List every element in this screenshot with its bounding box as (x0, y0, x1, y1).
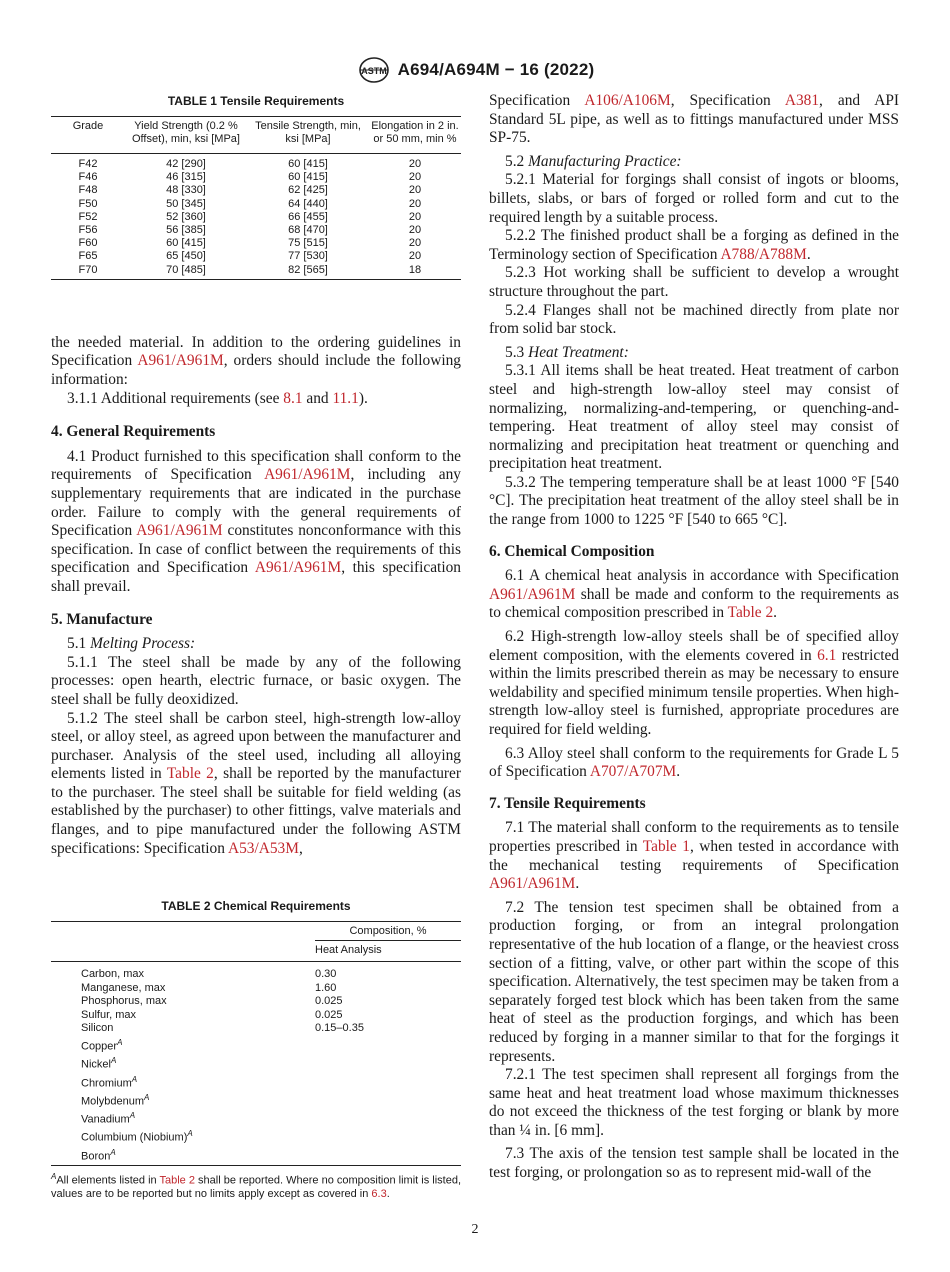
ref-8-1-link[interactable]: 8.1 (283, 389, 303, 407)
paragraph-5-1: 5.1 Melting Process: (67, 635, 196, 653)
cell-yield: 46 [315] (166, 171, 206, 184)
table-row (51, 154, 461, 172)
table-row (51, 968, 461, 982)
ref-a788-link[interactable]: A788/A788M (720, 245, 807, 263)
table-row (51, 198, 461, 211)
section-heading-5: 5. Manufacture (51, 610, 153, 628)
cell-value (315, 1036, 461, 1054)
cell-value: 0.025 (315, 995, 343, 1008)
paragraph-7-2-1: 7.2.1 The test specimen shall represent all forgings from the same heat and heat treatment load whose maximum thicknesses do not exceed the thickness of the test forging or blank by more than ¼ in. [6 mm]. (489, 1066, 899, 1139)
footnote-marker: A (110, 1056, 117, 1066)
cell-elongation: 20 (408, 210, 422, 223)
table-row (51, 1009, 461, 1023)
col-header-tensile: Tensile Strength, min, ksi [MPa] (247, 116, 369, 153)
table-1-title: TABLE 1 Tensile Requirements (167, 94, 345, 108)
cell-tensile: 64 [440] (288, 197, 328, 210)
cell-value (315, 1054, 461, 1072)
cell-element: Carbon, max (81, 968, 144, 981)
cell-yield: 70 [485] (125, 264, 247, 280)
cell-grade: F56 (78, 224, 98, 237)
paragraph-5-3-2: 5.3.2 The tempering temperature shall be at least 1000 °F [540 °C]. The precipitation heat treatment of the alloy steel shall be in the range from 1000 to 1225 °F [540 to 665 °C]. (489, 473, 899, 529)
cell-value (315, 1127, 461, 1145)
table-2-title: TABLE 2 Chemical Requirements (161, 899, 351, 914)
tensile-requirements-table (51, 116, 461, 280)
paragraph-5-2-2: 5.2.2 The finished product shall be a forging as defined in the Terminology section of Specification A788/A788M. (489, 227, 899, 263)
ref-table-2-link[interactable]: Table 2 (727, 604, 774, 622)
chemical-requirements-table (51, 921, 461, 1202)
table-row (51, 1127, 461, 1145)
cell-element: Nickel (81, 1058, 111, 1071)
paragraph-4-1: 4.1 Product furnished to this specification shall conform to the requirements of Specification A961/A961M, including any supplementary requirements that are indicated in the purchase order. Failure to comply with the general requirements of Specification A961/A961M constitutes nonconformance with this specification. In case of conflict between the requirements of this specification and Specification A961/A961M, this specification shall prevail. (51, 447, 462, 595)
cell-grade: F60 (78, 237, 98, 250)
cell-elongation: 20 (408, 158, 422, 170)
section-heading-4: 4. General Requirements (51, 423, 216, 441)
cell-value (315, 1091, 461, 1109)
paragraph-5-2-4: 5.2.4 Flanges shall not be machined directly from plate nor from solid bar stock. (489, 301, 899, 338)
section-heading-6: 6. Chemical Composition (489, 542, 655, 560)
footnote-marker: A (110, 1147, 116, 1157)
paragraph-6-2: 6.2 High-strength low-alloy steels shall be of specified alloy element composition, with the elements covered in 6.1 restricted within the limits prescribed therein as may be necessary to ensure weldability and specified minimum tensile properties. When high-strength low-alloy steel is furnished, appropriate procedures are required for field welding. (489, 628, 899, 738)
table-row (51, 982, 461, 996)
table-2 (51, 897, 461, 1201)
cell-grade: F46 (78, 171, 98, 184)
ref-11-1-link[interactable]: 11.1 (332, 389, 359, 407)
table-row (51, 211, 461, 224)
table-row (51, 1146, 461, 1164)
cell-elongation: 20 (408, 197, 422, 210)
cell-value (315, 1073, 461, 1091)
footnote-marker: A (187, 1129, 193, 1139)
table-row (51, 995, 461, 1009)
ref-table-1-link[interactable]: Table 1 (642, 837, 690, 855)
footnote-marker: A (117, 1038, 123, 1048)
paragraph-5-2-3: 5.2.3 Hot working shall be sufficient to develop a wrought structure throughout the part. (489, 264, 899, 300)
cell-yield: 56 [385] (166, 224, 206, 237)
paragraph-6-1: 6.1 A chemical heat analysis in accordance with Specification A961/A961M shall be made and conform to the requirements as to chemical composition prescribed in Table 2. (489, 567, 899, 622)
cell-grade: F70 (51, 264, 125, 280)
cell-yield: 42 [290] (166, 158, 206, 170)
ref-a961-link[interactable]: A961/A961M (489, 585, 576, 603)
table-1 (51, 92, 461, 280)
ref-6-3-link[interactable]: 6.3 (371, 1188, 387, 1201)
ref-6-1-link[interactable]: 6.1 (817, 646, 837, 664)
col-header-grade: Grade (51, 116, 125, 153)
cell-elongation: 20 (408, 250, 422, 263)
cell-tensile: 60 [415] (288, 158, 328, 170)
ref-a961-link[interactable]: A961/A961M (264, 466, 351, 484)
cell-value: 1.60 (315, 981, 337, 994)
cell-element: Silicon (81, 1022, 114, 1035)
cell-tensile: 77 [530] (288, 250, 328, 263)
table-row (51, 250, 461, 263)
ref-a106-link[interactable]: A106/A106M (584, 92, 671, 109)
paragraph-5-1-1: 5.1.1 The steel shall be made by any of the following processes: open hearth, electric furnace, or basic oxygen. The steel shall be fully deoxidized. (51, 653, 461, 708)
cell-tensile: 60 [415] (288, 171, 328, 184)
table-row (51, 237, 461, 250)
cell-element: Columbium (Niobium) (81, 1131, 188, 1144)
ref-a961-link[interactable]: A961/A961M (137, 352, 224, 370)
heat-analysis-header: Heat Analysis (315, 944, 382, 957)
table-row (51, 1091, 461, 1109)
cell-grade: F42 (78, 158, 98, 170)
cell-yield: 52 [360] (166, 210, 206, 223)
table-row (51, 264, 461, 280)
paragraph-3-1-1: 3.1.1 Additional requirements (see 8.1 and 11.1). (67, 389, 368, 407)
left-column (51, 92, 461, 1201)
table-row (51, 171, 461, 184)
table-row (51, 1036, 461, 1054)
composition-header: Composition, % (315, 922, 461, 942)
cell-tensile: 75 [515] (288, 237, 328, 250)
cell-elongation: 20 (408, 224, 422, 237)
ref-a961-link[interactable]: A961/A961M (489, 875, 576, 893)
cell-value (315, 1146, 461, 1164)
cell-elongation: 20 (408, 237, 422, 250)
cell-element: Chromium (81, 1077, 132, 1090)
svg-text:ASTM: ASTM (360, 66, 387, 76)
astm-logo-icon (356, 56, 392, 84)
footnote-marker: A (129, 1111, 136, 1121)
table-row (51, 1073, 461, 1091)
cell-tensile: 62 [425] (288, 184, 328, 197)
paragraph-7-3: 7.3 The axis of the tension test sample shall be located in the test forging, or prolongation so as to represent mid-wall of the (489, 1145, 899, 1182)
ref-a53-link[interactable]: A53/A53M (227, 839, 299, 857)
table-2-footnote: $^A$All elements listed in Table 2 shall be reported. Where no composition limit is listed, values are to be reported but no limits apply except as covered in 6.3. (51, 1171, 461, 1201)
cell-value: 0.15–0.35 (315, 1022, 364, 1035)
col-header-yield: Yield Strength (0.2 % Offset), min, ksi [MPa] (125, 116, 247, 153)
paragraph-7-1: 7.1 The material shall conform to the requirements as to tensile properties prescribed in Table 1, when tested in accordance with the mechanical testing requirements of Specification A961/A961M. (489, 819, 899, 893)
cell-elongation: 20 (408, 184, 422, 197)
cell-grade: F50 (78, 197, 98, 210)
cell-value (315, 1109, 461, 1127)
paragraph-6-3: 6.3 Alloy steel shall conform to the requirements for Grade L 5 of Specification A707/A707M. (489, 744, 899, 781)
paragraph-5-3-1: 5.3.1 All items shall be heat treated. Heat treatment of carbon steel and high-strength low-alloy steel may consist of normalizing, normalizing-and-tempering, or quenching-and-tempering. Heat treatment of alloy steel may consist of normalizing and precipitation heat treatment or quenching and precipitation heat treatment. (489, 362, 899, 473)
cell-grade: F65 (78, 250, 98, 263)
paragraph-7-2: 7.2 The tension test specimen shall be obtained from a production forging, or from an integral prolongation representative of the hub location of a flange, or the heaviest cross section of a fitting, valve, or other part within the scope of this specification. Alternatively, the test specimen may be taken from a separately forged test block which has been taken from the same heat of steel as the production forgings, and which has been reduced by forging in a manner similar to that for the forgings it represents. (489, 898, 899, 1065)
table-row (51, 184, 461, 197)
cell-tensile: 82 [565] (247, 264, 369, 280)
ordering-paragraph: the needed material. In addition to the ordering guidelines in Specification A961/A961M, orders should include the following information: (51, 333, 461, 389)
footnote-marker: A (131, 1074, 138, 1084)
paragraph-5-3: 5.3 Heat Treatment: (505, 343, 629, 361)
cell-element: Phosphorus, max (81, 995, 167, 1008)
ref-a961-link[interactable]: A961/A961M (136, 522, 223, 540)
col-header-elongation: Elongation in 2 in. or 50 mm, min % (369, 116, 461, 153)
cell-yield: 48 [330] (166, 184, 206, 197)
cell-grade: F52 (78, 210, 98, 223)
cell-element: Boron (81, 1150, 111, 1163)
ref-table-2-link[interactable]: Table 2 (166, 765, 214, 783)
cell-elongation: 20 (408, 171, 422, 184)
cell-element: Copper (81, 1040, 118, 1053)
cell-yield: 65 [450] (166, 250, 206, 263)
table-row (51, 1109, 461, 1127)
cell-element: Manganese, max (81, 981, 166, 994)
cell-tensile: 68 [470] (288, 224, 328, 237)
ref-table-2-link[interactable]: Table 2 (159, 1174, 195, 1187)
cell-element: Vanadium (81, 1113, 130, 1126)
cell-element: Molybdenum (81, 1095, 144, 1108)
continuation-paragraph: Specification A106/A106M, Specification A381, and API Standard 5L pipe, as well as to fittings manufactured under MSS SP-75. (489, 92, 899, 147)
cell-element: Sulfur, max (81, 1008, 137, 1021)
cell-yield: 50 [345] (166, 197, 206, 210)
table-row (51, 1054, 461, 1072)
paragraph-5-2: 5.2 Manufacturing Practice: (505, 152, 682, 170)
document-designation: A694/A694M − 16 (2022) (397, 60, 595, 79)
cell-value: 0.025 (315, 1008, 343, 1021)
ref-a707-link[interactable]: A707/A707M (589, 763, 677, 781)
right-column (489, 92, 899, 1183)
ref-a961-link[interactable]: A961/A961M (254, 559, 342, 577)
cell-elongation: 18 (369, 264, 461, 280)
section-heading-7: 7. Tensile Requirements (489, 794, 646, 812)
page-number: 2 (471, 1222, 479, 1237)
paragraph-5-1-2: 5.1.2 The steel shall be carbon steel, high-strength low-alloy steel, or alloy steel, as agreed upon between the manufacturer and purchaser. Analysis of the steel used, including all alloying elements listed in Table 2, shall be reported by the manufacturer to the purchaser. The steel shall be suitable for field welding (as established by the purchaser) to other fittings, valve materials and flanges, and to pipe manufactured under the following ASTM specifications: Specification A53/A53M, (51, 709, 461, 857)
cell-yield: 60 [415] (166, 237, 206, 250)
ref-a381-link[interactable]: A381 (784, 92, 820, 109)
table-row (51, 224, 461, 237)
cell-value: 0.30 (315, 968, 337, 981)
footnote-marker: A (143, 1092, 150, 1102)
paragraph-5-2-1: 5.2.1 Material for forgings shall consist of ingots or blooms, billets, slabs, or bars of forged or rolled form and cut to the required length by a suitable process. (489, 171, 899, 226)
table-row (51, 1022, 461, 1036)
cell-grade: F48 (78, 184, 98, 197)
page-header (0, 56, 950, 89)
cell-tensile: 66 [455] (288, 210, 328, 223)
